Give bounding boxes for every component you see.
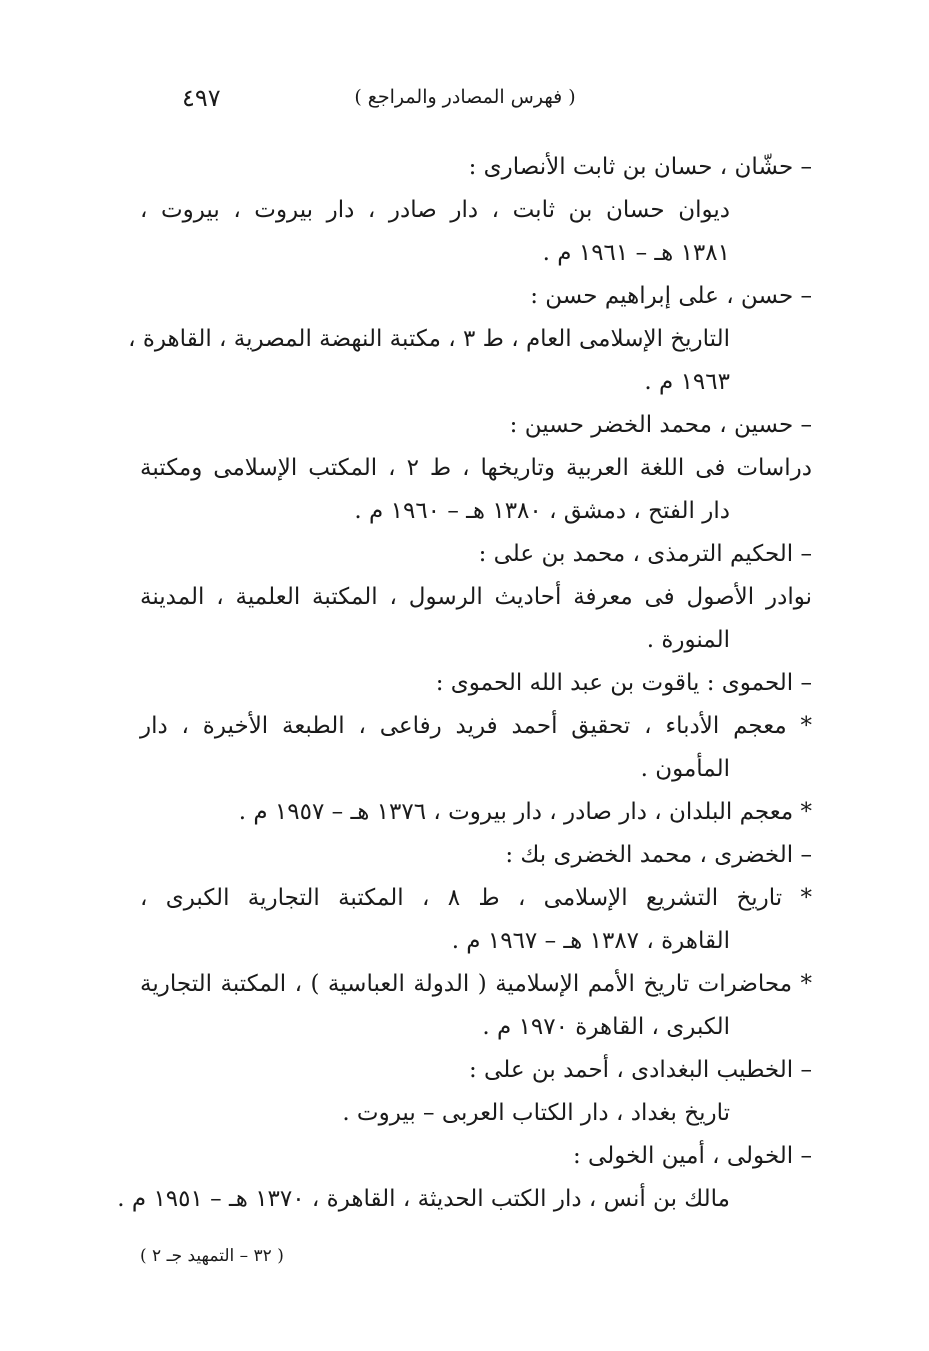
- entry-line: المنورة .: [646, 627, 730, 653]
- entry-author: – حسن ، على إبراهيم حسن :: [530, 283, 812, 309]
- entry-line: المأمون .: [640, 756, 730, 782]
- entry-line: القاهرة ، ١٣٨٧ هـ – ١٩٦٧ م .: [451, 928, 730, 954]
- entry-author: – الخطيب البغدادى ، أحمد بن على :: [468, 1057, 812, 1083]
- entry-author: – حشّان ، حسان بن ثابت الأنصارى :: [468, 154, 812, 180]
- entry-line: * معجم الأدباء ، تحقيق أحمد فريد رفاعى ، الطبعة الأخيرة ، دار: [140, 713, 812, 739]
- entry-author: – الخضرى ، محمد الخضرى بك :: [505, 842, 812, 868]
- entry-line: ديوان حسان بن ثابت ، دار صادر ، دار بيروت ، بيروت ،: [140, 197, 730, 223]
- entry-line: * معجم البلدان ، دار صادر ، دار بيروت ، ١٣٧٦ هـ – ١٩٥٧ م .: [238, 799, 812, 825]
- entry-line: ١٣٨١ هـ – ١٩٦١ م .: [542, 240, 730, 266]
- entry-line: ١٩٦٣ م .: [644, 369, 730, 395]
- entry-author: – حسين ، محمد الخضر حسين :: [509, 412, 812, 438]
- entry-line: التاريخ الإسلامى العام ، ط ٣ ، مكتبة النهضة المصرية ، القاهرة ،: [128, 326, 730, 352]
- entry-line: * تاريخ التشريع الإسلامى ، ط ٨ ، المكتبة التجارية الكبرى ،: [140, 885, 812, 911]
- entry-line: دار الفتح ، دمشق ، ١٣٨٠ هـ – ١٩٦٠ م .: [354, 498, 730, 524]
- bibliography-list: [117, 146, 813, 1221]
- entry-line: مالك بن أنس ، دار الكتب الحديثة ، القاهرة ، ١٣٧٠ هـ – ١٩٥١ م .: [117, 1186, 730, 1212]
- running-title: ( فهرس المصادر والمراجع ): [354, 86, 576, 108]
- signature-mark: ( ٣٢ – التمهيد جـ ٢ ): [140, 1246, 284, 1266]
- entry-line: الكبرى ، القاهرة ١٩٧٠ م .: [482, 1014, 730, 1040]
- page-number: ٤٩٧: [182, 84, 221, 112]
- entry-line: تاريخ بغداد ، دار الكتاب العربى – بيروت .: [342, 1100, 730, 1126]
- entry-line: دراسات فى اللغة العربية وتاريخها ، ط ٢ ، المكتب الإسلامى ومكتبة: [140, 455, 813, 481]
- entry-line: نوادر الأصول فى معرفة أحاديث الرسول ، المكتبة العلمية ، المدينة: [140, 584, 812, 610]
- entry-line: * محاضرات تاريخ الأمم الإسلامية ( الدولة العباسية ) ، المكتبة التجارية: [140, 971, 812, 997]
- entry-author: – الحكيم الترمذى ، محمد بن على :: [478, 541, 812, 567]
- entry-author: – الحموى : ياقوت بن عبد الله الحموى :: [435, 670, 812, 696]
- entry-author: – الخولى ، أمين الخولى :: [573, 1143, 812, 1169]
